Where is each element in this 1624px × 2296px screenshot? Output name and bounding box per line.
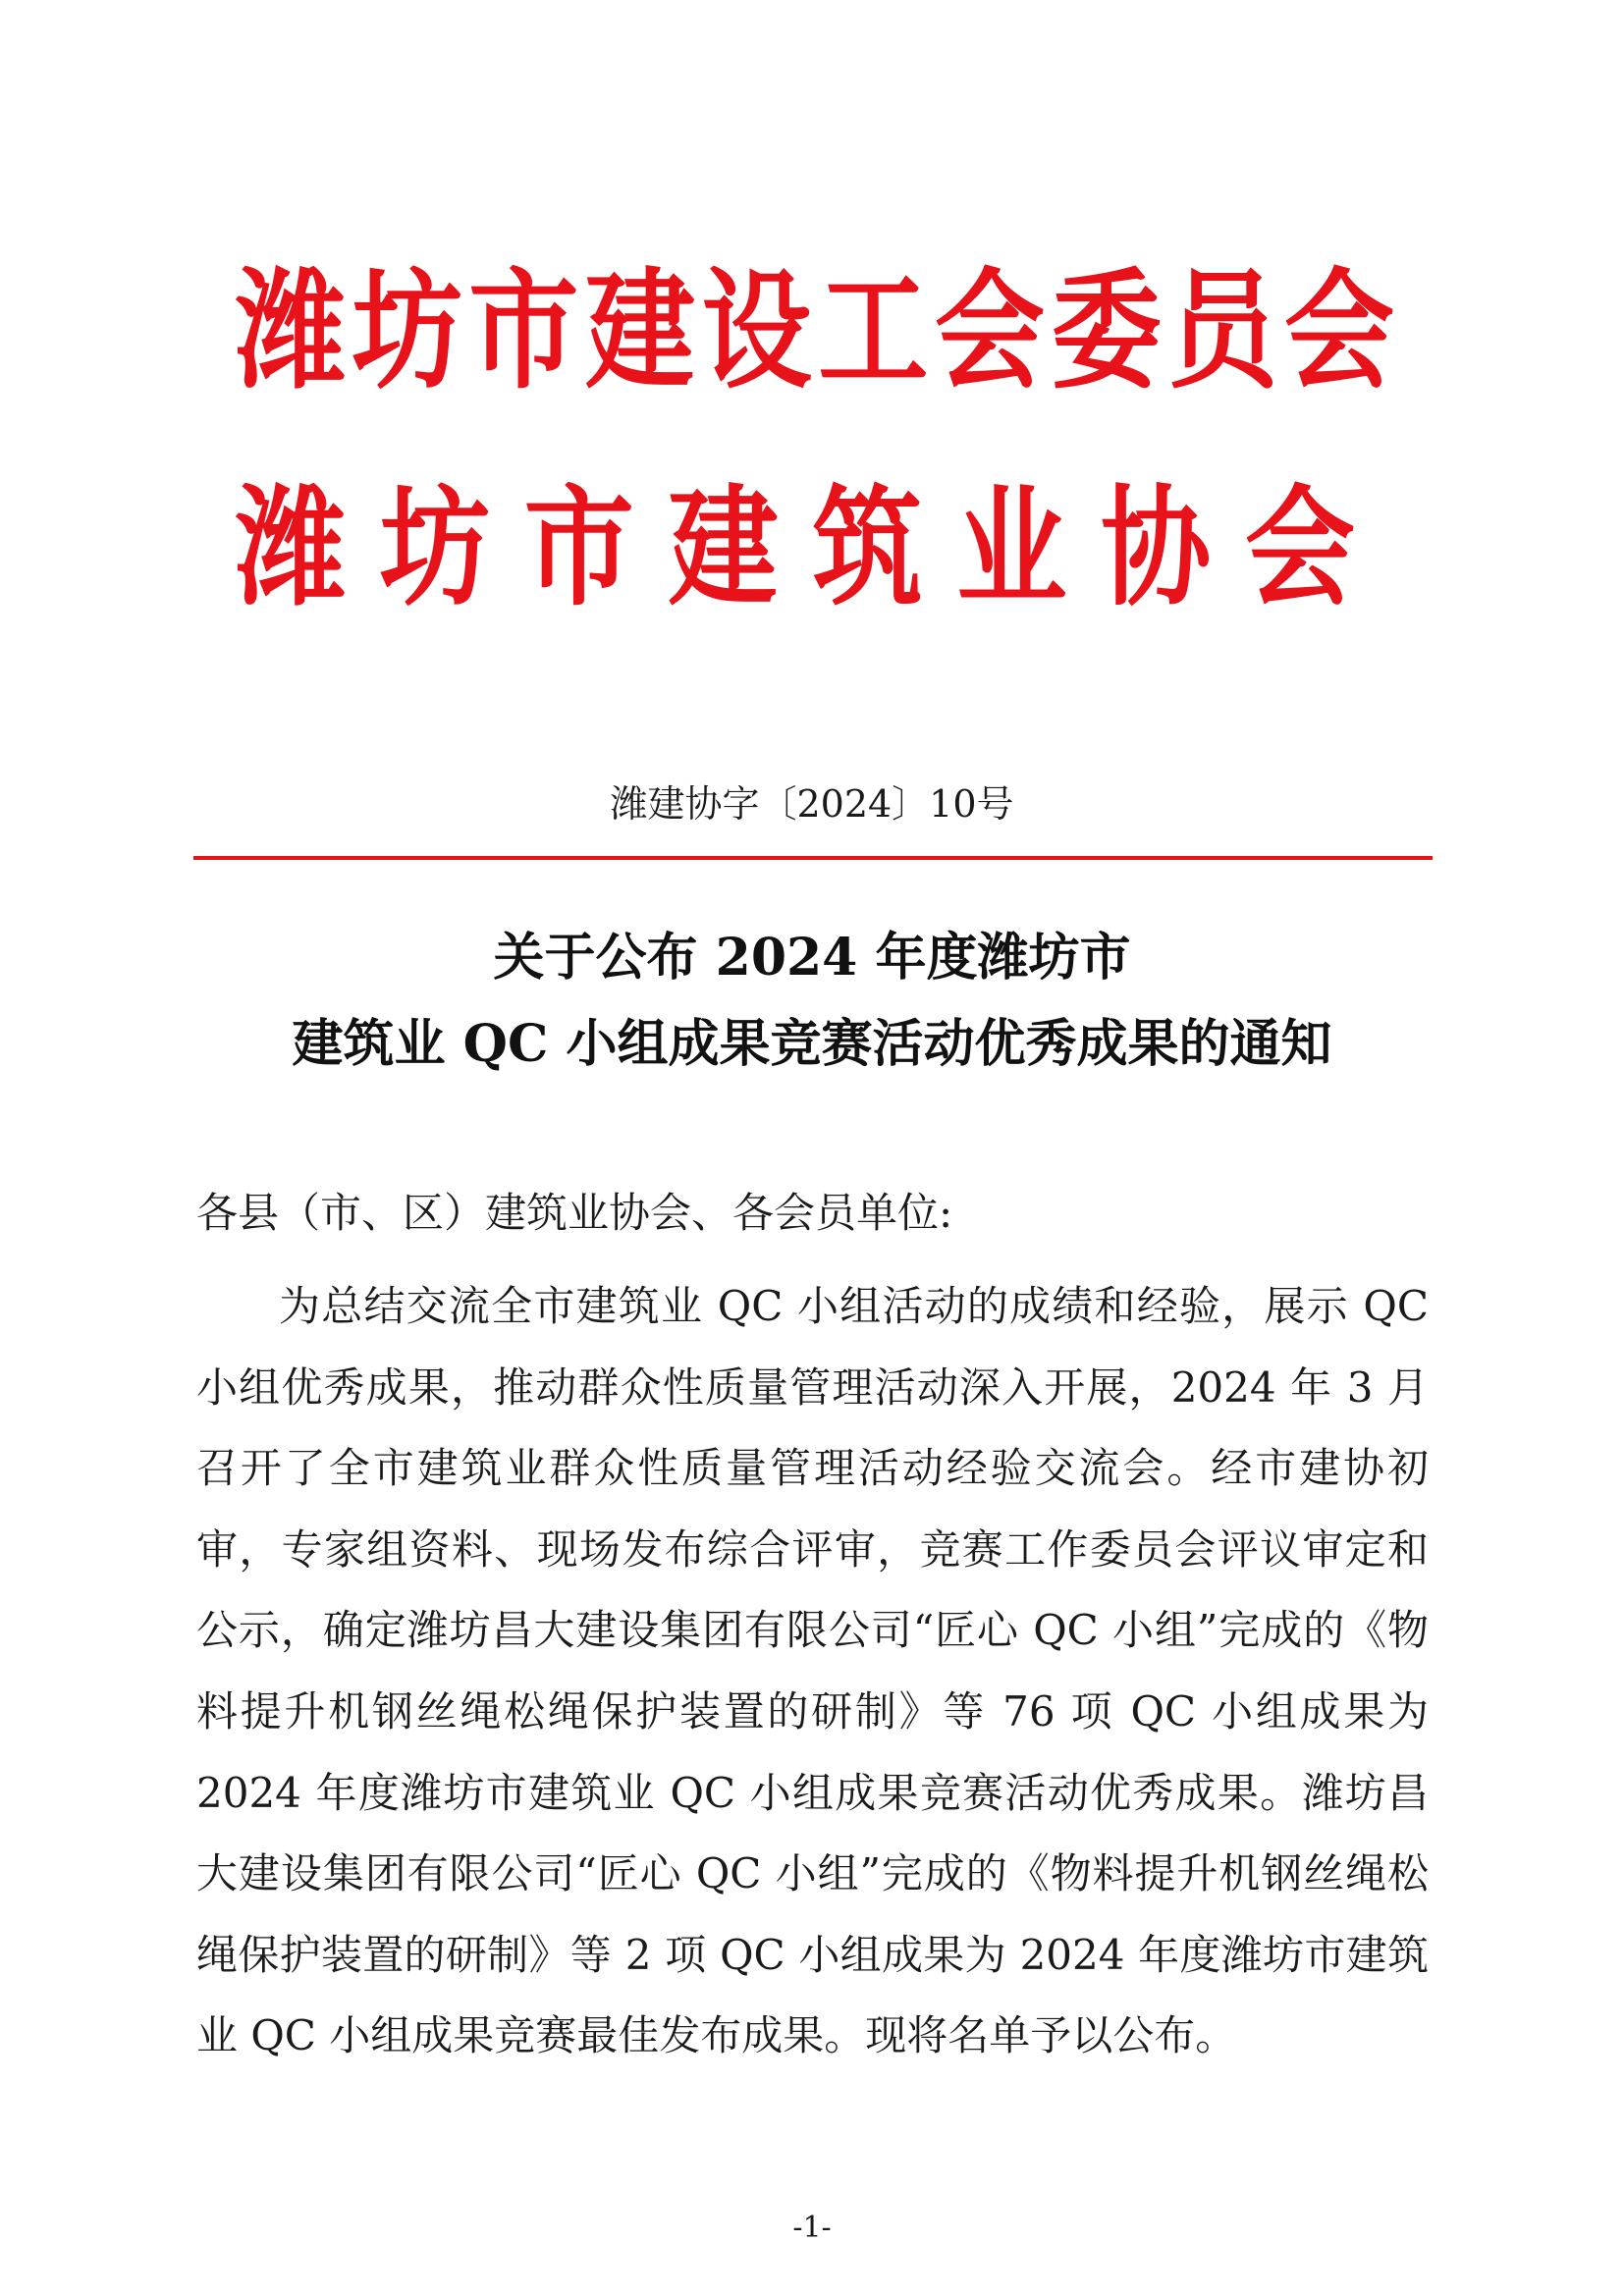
salutation: 各县（市、区）建筑业协会、各会员单位:: [196, 1189, 953, 1237]
document-title-line-1: 关于公布 2024 年度潍坊市: [493, 928, 1131, 988]
page-number: -1-: [792, 2211, 832, 2245]
document-number: 潍建协字〔2024〕10号: [610, 782, 1014, 826]
document-title-line-2: 建筑业 QC 小组成果竞赛活动优秀成果的通知: [292, 1014, 1332, 1074]
red-divider-rule: [193, 856, 1433, 860]
body-paragraph: 为总结交流全市建筑业 QC 小组活动的成绩和经验，展示 QC 小组优秀成果，推动群众性质量管理活动深入开展，2024 年 3 月召开了全市建筑业群众性质量管理活动经验交流会。经市建协初审，专家组资料、现场发布综合评审，竞赛工作委员会评议审定和公示，确定潍坊昌大建设集团有限公司“匠心 QC 小组”完成的《物料提升机钢丝绳松绳保护装置的研制》等 76 项 QC 小组成果为 2024 年度潍坊市建筑业 QC 小组成果竞赛活动优秀成果。潍坊昌大建设集团有限公司“匠心 QC 小组”完成的《物料提升机钢丝绳松绳保护装置的研制》等 2 项 QC 小组成果为 2024 年度潍坊市建筑业 QC 小组成果竞赛最佳发布成果。现将名单予以公布。: [196, 1282, 1429, 2060]
issuer-name-trade-union: 潍坊市建设工会委员会: [236, 256, 1394, 407]
issuer-name-construction-association: 潍坊市建筑业协会: [236, 473, 1355, 624]
